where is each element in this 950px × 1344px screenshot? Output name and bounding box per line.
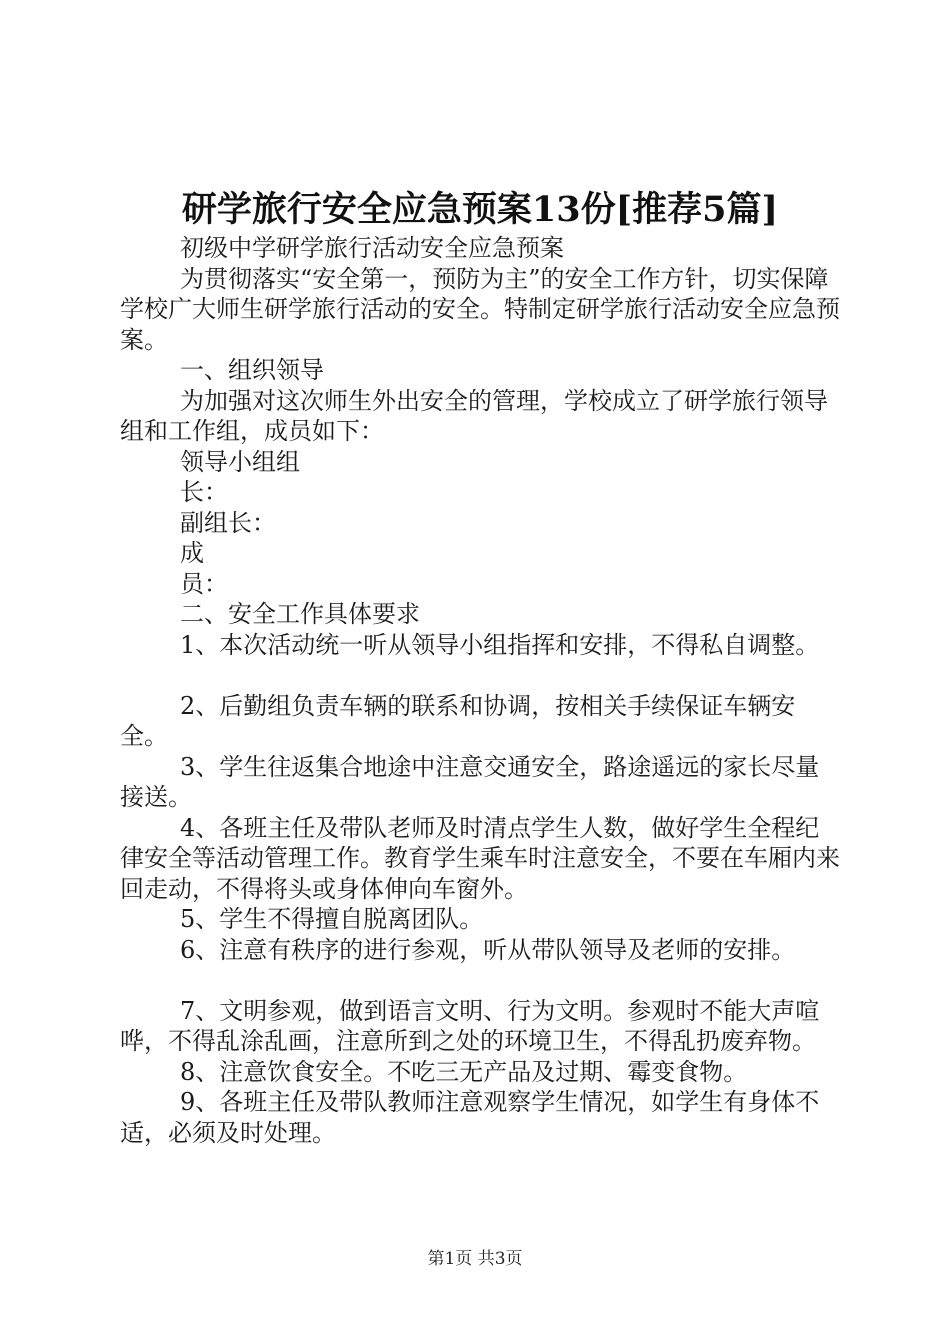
paragraph: 员： bbox=[180, 569, 228, 598]
paragraph: 成 bbox=[180, 539, 204, 567]
paragraph: 5、学生不得擅自脱离团队。 bbox=[180, 905, 484, 933]
paragraph: 1、本次活动统一听从领导小组指挥和安排，不得私自调整。 bbox=[180, 630, 820, 659]
paragraph: 二、安全工作具体要求 bbox=[180, 600, 420, 628]
paragraph: 3、学生往返集合地途中注意交通安全，路途遥远的家长尽量接送。 bbox=[120, 752, 820, 811]
paragraph: 2、后勤组负责车辆的联系和协调，按相关手续保证车辆安全。 bbox=[120, 691, 796, 750]
paragraph: 9、各班主任及带队教师注意观察学生情况，如学生有身体不适，必须及时处理。 bbox=[120, 1088, 820, 1147]
paragraph: 副组长： bbox=[180, 508, 276, 537]
page-footer: 第1页 共3页 bbox=[427, 1249, 523, 1269]
paragraph: 初级中学研学旅行活动安全应急预案 bbox=[180, 234, 564, 262]
paragraph: 为贯彻落实“安全第一，预防为主”的安全工作方针，切实保障学校广大师生研学旅行活动的安全。特制定研学旅行活动安全应急预案。 bbox=[120, 264, 840, 354]
paragraph: 长： bbox=[180, 478, 228, 506]
paragraph: 领导小组组 bbox=[180, 447, 300, 476]
paragraph: 7、文明参观，做到语言文明、行为文明。参观时不能大声喧哗，不得乱涂乱画，注意所到之处的环境卫生，不得乱扔废弃物。 bbox=[120, 996, 820, 1055]
paragraph: 8、注意饮食安全。不吃三无产品及过期、霉变食物。 bbox=[180, 1057, 748, 1086]
paragraph: 6、注意有秩序的进行参观，听从带队领导及老师的安排。 bbox=[180, 935, 796, 964]
document-title: 研学旅行安全应急预案13份[推荐5篇] bbox=[181, 189, 779, 230]
paragraph: 为加强对这次师生外出安全的管理，学校成立了研学旅行领导组和工作组，成员如下： bbox=[120, 386, 828, 445]
paragraph: 4、各班主任及带队老师及时清点学生人数，做好学生全程纪律安全等活动管理工作。教育学生乘车时注意安全，不要在车厢内来回走动，不得将头或身体伸向车窗外。 bbox=[120, 813, 840, 903]
document-body bbox=[120, 233, 840, 1148]
paragraph: 一、组织领导 bbox=[180, 356, 324, 384]
